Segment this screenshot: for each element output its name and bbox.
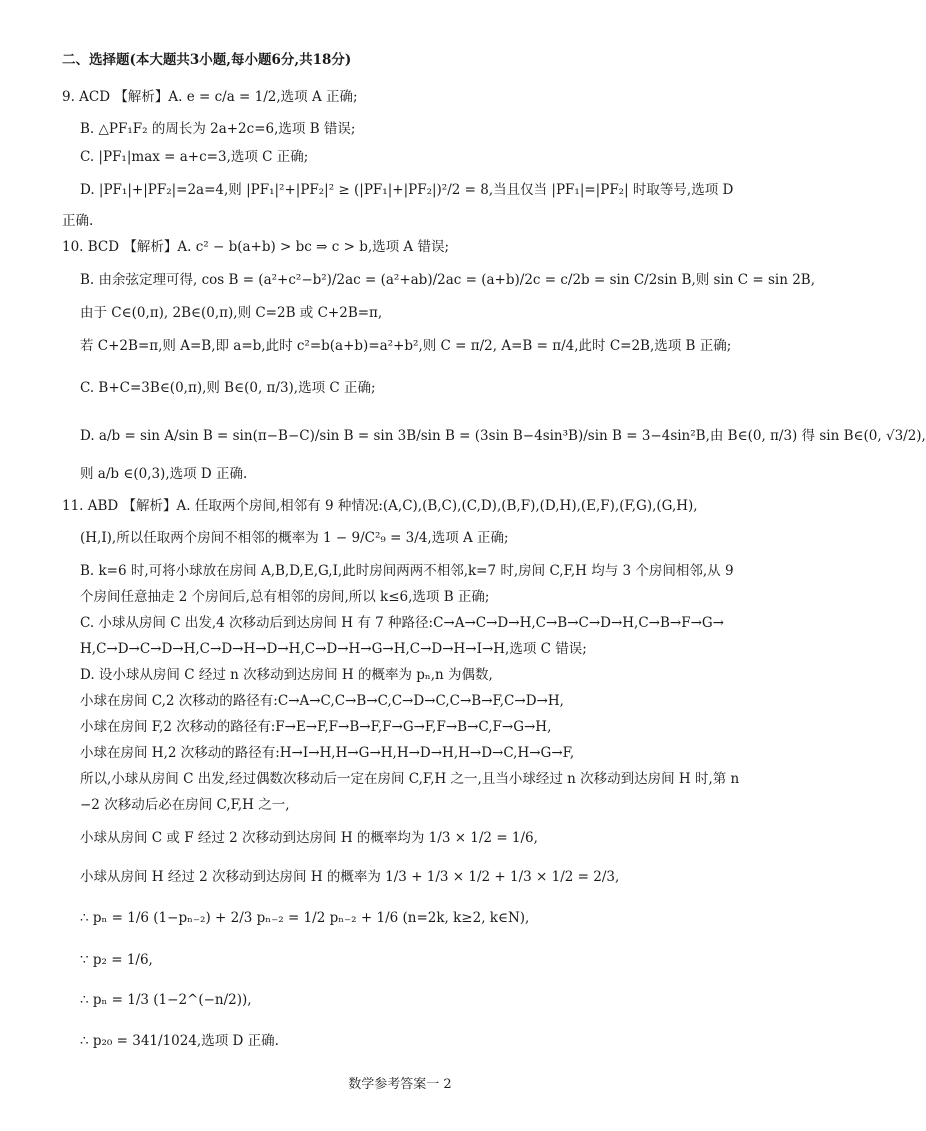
- q9-option-c: C. |PF₁|max = a+c=3,选项 C 正确;: [80, 149, 309, 165]
- q11-option-d-line8: 小球从房间 H 经过 2 次移动到达房间 H 的概率为 1/3 + 1/3 × 1/2 + 1/3 × 1/2 = 2/3,: [80, 869, 620, 885]
- q10-header: 10. BCD 【解析】A. c² − b(a+b) > bc ⇒ c > b,选项 A 错误;: [62, 239, 450, 255]
- q10-option-c: C. B+C=3B∈(0,π),则 B∈(0, π/3),选项 C 正确;: [80, 380, 376, 396]
- q11-option-d-line10: ∵ p₂ = 1/6,: [80, 952, 153, 968]
- q11-option-a-line2: (H,I),所以任取两个房间不相邻的概率为 1 − 9/C²₉ = 3/4,选项 A 正确;: [80, 530, 509, 546]
- section-title: 二、选择题(本大题共3小题,每小题6分,共18分): [62, 52, 352, 68]
- q10-option-d-line2: 则 a/b ∈(0,3),选项 D 正确.: [80, 466, 248, 482]
- q11-option-d-line1: D. 设小球从房间 C 经过 n 次移动到达房间 H 的概率为 pₙ,n 为偶数,: [80, 667, 493, 683]
- q11-option-d-line9: ∴ pₙ = 1/6 (1−pₙ₋₂) + 2/3 pₙ₋₂ = 1/2 pₙ₋₂ + 1/6 (n=2k, k≥2, k∈N),: [80, 910, 530, 926]
- q9-option-d-end: 正确.: [62, 213, 94, 229]
- q11-option-b-line1: B. k=6 时,可将小球放在房间 A,B,D,E,G,I,此时房间两两不相邻,k=7 时,房间 C,F,H 均与 3 个房间相邻,从 9: [80, 563, 734, 579]
- q11-option-d-line5: 所以,小球从房间 C 出发,经过偶数次移动后一定在房间 C,F,H 之一,且当小球经过 n 次移动到达房间 H 时,第 n: [80, 771, 740, 787]
- q9-option-b: B. △PF₁F₂ 的周长为 2a+2c=6,选项 B 错误;: [80, 121, 356, 137]
- q11-header: 11. ABD 【解析】A. 任取两个房间,相邻有 9 种情况:(A,C),(B,C),(C,D),(B,F),(D,H),(E,F),(F,G),(G,H),: [62, 498, 698, 514]
- q9-header: 9. ACD 【解析】A. e = c/a = 1/2,选项 A 正确;: [62, 89, 358, 105]
- q11-option-d-line7: 小球从房间 C 或 F 经过 2 次移动到达房间 H 的概率均为 1/3 × 1/2 = 1/6,: [80, 830, 538, 846]
- q10-option-b-line2: 由于 C∈(0,π), 2B∈(0,π),则 C=2B 或 C+2B=π,: [80, 305, 383, 321]
- q11-option-d-line3: 小球在房间 F,2 次移动的路径有:F→E→F,F→B→F,F→G→F,F→B→C,F→G→H,: [80, 719, 552, 735]
- q11-option-d-line2: 小球在房间 C,2 次移动的路径有:C→A→C,C→B→C,C→D→C,C→B→F,C→D→H,: [80, 693, 564, 709]
- q10-option-b-line1: B. 由余弦定理可得, cos B = (a²+c²−b²)/2ac = (a²+ab)/2ac = (a+b)/2c = c/2b = sin C/2sin B,则 sin C = sin 2B,: [80, 272, 816, 288]
- q9-option-d: D. |PF₁|+|PF₂|=2a=4,则 |PF₁|²+|PF₂|² ≥ (|PF₁|+|PF₂|)²/2 = 8,当且仅当 |PF₁|=|PF₂| 时取等号,选项 D: [80, 182, 734, 198]
- q11-option-d-line4: 小球在房间 H,2 次移动的路径有:H→I→H,H→G→H,H→D→H,H→D→C,H→G→F,: [80, 745, 575, 761]
- q11-option-b-line2: 个房间任意抽走 2 个房间后,总有相邻的房间,所以 k≤6,选项 B 正确;: [80, 589, 490, 605]
- q11-option-d-line11: ∴ pₙ = 1/3 (1−2^(−n/2)),: [80, 992, 252, 1008]
- q11-option-d-line12: ∴ p₂₀ = 341/1024,选项 D 正确.: [80, 1033, 279, 1049]
- q11-option-c-line2: H,C→D→C→D→H,C→D→H→D→H,C→D→H→G→H,C→D→H→I→H,选项 C 错误;: [80, 641, 587, 657]
- q11-option-c-line1: C. 小球从房间 C 出发,4 次移动后到达房间 H 有 7 种路径:C→A→C→D→H,C→B→C→D→H,C→B→F→G→: [80, 615, 724, 631]
- q10-option-b-line3: 若 C+2B=π,则 A=B,即 a=b,此时 c²=b(a+b)=a²+b²,则 C = π/2, A=B = π/4,此时 C=2B,选项 B 正确;: [80, 338, 732, 354]
- q10-option-d-line1: D. a/b = sin A/sin B = sin(π−B−C)/sin B = sin 3B/sin B = (3sin B−4sin³B)/sin B = 3−4sin²B,由 B∈(0, π/3) 得 sin B∈(0, √3/2),: [80, 428, 926, 444]
- page-footer: 数学参考答案一 2: [348, 1077, 452, 1092]
- q11-option-d-line6: −2 次移动后必在房间 C,F,H 之一,: [80, 797, 290, 813]
